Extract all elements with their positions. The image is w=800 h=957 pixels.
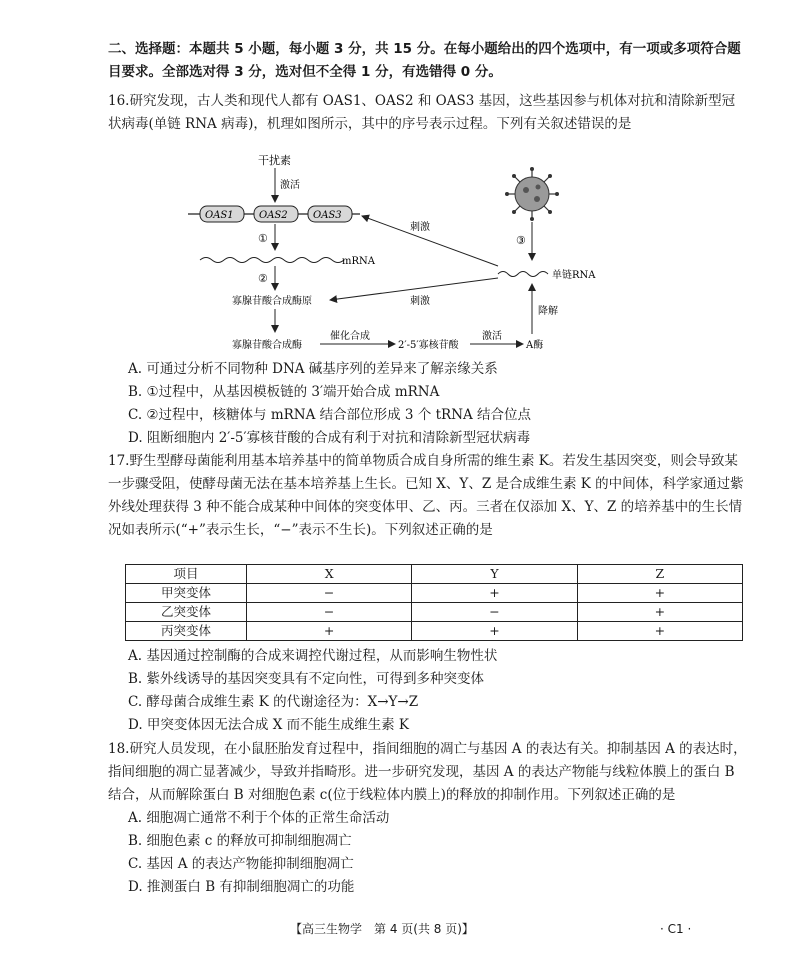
option-c[interactable]: C. 基因 A 的表达产物能抑制细胞凋亡 [128, 856, 354, 872]
option-d[interactable]: D. 甲突变体因无法合成 X 而不能生成维生素 K [128, 717, 409, 733]
table-cell: + [412, 584, 577, 603]
activate-label: 激活 [280, 180, 300, 191]
interferon-label: 干扰素 [258, 154, 291, 167]
table-row [126, 584, 743, 603]
option-b[interactable]: B. 细胞色素 c 的释放可抑制细胞凋亡 [128, 833, 352, 849]
stimulate-arrow-1 [362, 216, 498, 266]
table-cell: + [412, 622, 577, 641]
growth-table [125, 564, 743, 641]
question-text: 研究发现，古人类和现代人都有 OAS1、OAS2 和 OAS3 基因，这些基因参与机体对抗和清除新型冠状病毒(单链 RNA 病毒)，机理如图所示，其中的序号表示过程。下列有关叙述错误的是 [108, 93, 736, 132]
table-cell: 甲突变体 [126, 584, 247, 603]
step3-label: ③ [516, 234, 526, 247]
question-18-stem [108, 738, 748, 807]
section-header: 二、选择题：本题共 5 小题，每小题 3 分，共 15 分。在每小题给出的四个选项中，有一项或多项符合题目要求。全部选对得 3 分，选对但不全得 1 分，有选错得 0 分。 [108, 41, 741, 80]
oligo-label: 2′-5′寡核苷酸 [398, 340, 459, 351]
mrna-strand [200, 258, 344, 263]
ssrna-strand [498, 272, 548, 277]
step2-label: ② [258, 272, 268, 285]
question-number: 18. [108, 741, 130, 757]
gene-label-oas1: OAS1 [205, 210, 234, 221]
table-cell: − [412, 603, 577, 622]
option-b[interactable]: B. ①过程中，从基因模板链的 3′端开始合成 mRNA [128, 384, 440, 400]
stimulate-label-2: 刺激 [410, 296, 430, 307]
option-d[interactable]: D. 阻断细胞内 2′-5′寡核苷酸的合成有利于对抗和清除新型冠状病毒 [128, 430, 531, 446]
table-cell: + [247, 622, 412, 641]
virus-icon [505, 167, 559, 221]
option-c[interactable]: C. 酵母菌合成维生素 K 的代谢途径为：X→Y→Z [128, 694, 419, 710]
table-header-cell: 项目 [126, 565, 247, 584]
table-row [126, 603, 743, 622]
page-footer: 【高三生物学 第 4 页(共 8 页)】 [290, 922, 474, 936]
option-a[interactable]: A. 可通过分析不同物种 DNA 碱基序列的差异来了解亲缘关系 [128, 361, 498, 377]
table-cell: − [247, 584, 412, 603]
question-number: 16. [108, 93, 130, 109]
table-header-cell: Z [577, 565, 742, 584]
gene-label-oas3: OAS3 [313, 210, 342, 221]
question-16 [108, 90, 748, 136]
synthase-label: 寡腺苷酸合成酶 [232, 340, 302, 351]
ssrna-label: 单链RNA [552, 270, 596, 281]
option-a[interactable]: A. 基因通过控制酶的合成来调控代谢过程，从而影响生物性状 [128, 648, 498, 664]
synthase-precursor-label: 寡腺苷酸合成酶原 [232, 296, 312, 307]
activate2-label: 激活 [482, 331, 502, 342]
table-cell: + [577, 603, 742, 622]
question-text: 野生型酵母菌能利用基本培养基中的简单物质合成自身所需的维生素 K。若发生基因突变，则会导致某一步骤受阻，使酵母菌无法在基本培养基上生长。已知 X、Y、Z 是合成维生素 K 的中间体，科学家通过紫外线处理获得 3 种不能合成某种中间体的突变体甲、乙、丙。三者在仅添加 X、Y、Z 的培养基中的生长情况如表所示(“+”表示生长，“−”表示不生长)。下列叙述正确的是 [108, 453, 744, 538]
option-b[interactable]: B. 紫外线诱导的基因突变具有不定向性，可得到多种突变体 [128, 671, 485, 687]
table-header-cell: X [247, 565, 412, 584]
step1-label: ① [258, 232, 268, 245]
question-17-stem [108, 450, 748, 542]
question-18 [108, 738, 748, 899]
mechanism-diagram [180, 150, 620, 360]
stimulate-label-1: 刺激 [410, 222, 430, 233]
catalyze-label: 催化合成 [330, 331, 370, 342]
question-16-options [108, 358, 748, 450]
question-text: 研究人员发现，在小鼠胚胎发育过程中，指间细胞的凋亡与基因 A 的表达有关。抑制基因 A 的表达时，指间细胞的凋亡显著减少，导致并指畸形。进一步研究发现，基因 A 的表达产物能与线粒体膜上的蛋白 B 结合，从而解除蛋白 B 对细胞色素 c(位于线粒体内膜上)的释放的抑制作用。下列叙述正确的是 [108, 741, 747, 803]
option-c[interactable]: C. ②过程中，核糖体与 mRNA 结合部位形成 3 个 tRNA 结合位点 [128, 407, 532, 423]
table-row [126, 622, 743, 641]
table-header-cell: Y [412, 565, 577, 584]
table-header-row [126, 565, 743, 584]
question-number: 17. [108, 453, 130, 469]
option-a[interactable]: A. 细胞凋亡通常不利于个体的正常生命活动 [128, 810, 390, 826]
degrade-label: 降解 [538, 306, 558, 317]
table-cell: + [577, 584, 742, 603]
question-16-stem [108, 90, 748, 136]
question-17-options [108, 645, 748, 737]
table-cell: 乙突变体 [126, 603, 247, 622]
exam-code: · C1 · [660, 922, 692, 936]
mrna-label: mRNA [342, 256, 375, 267]
table-cell: − [247, 603, 412, 622]
enzyme-a-label: A酶 [526, 340, 544, 351]
gene-label-oas2: OAS2 [259, 210, 288, 221]
option-d[interactable]: D. 推测蛋白 B 有抑制细胞凋亡的功能 [128, 879, 355, 895]
table-cell: + [577, 622, 742, 641]
question-17 [108, 450, 748, 542]
table-cell: 丙突变体 [126, 622, 247, 641]
